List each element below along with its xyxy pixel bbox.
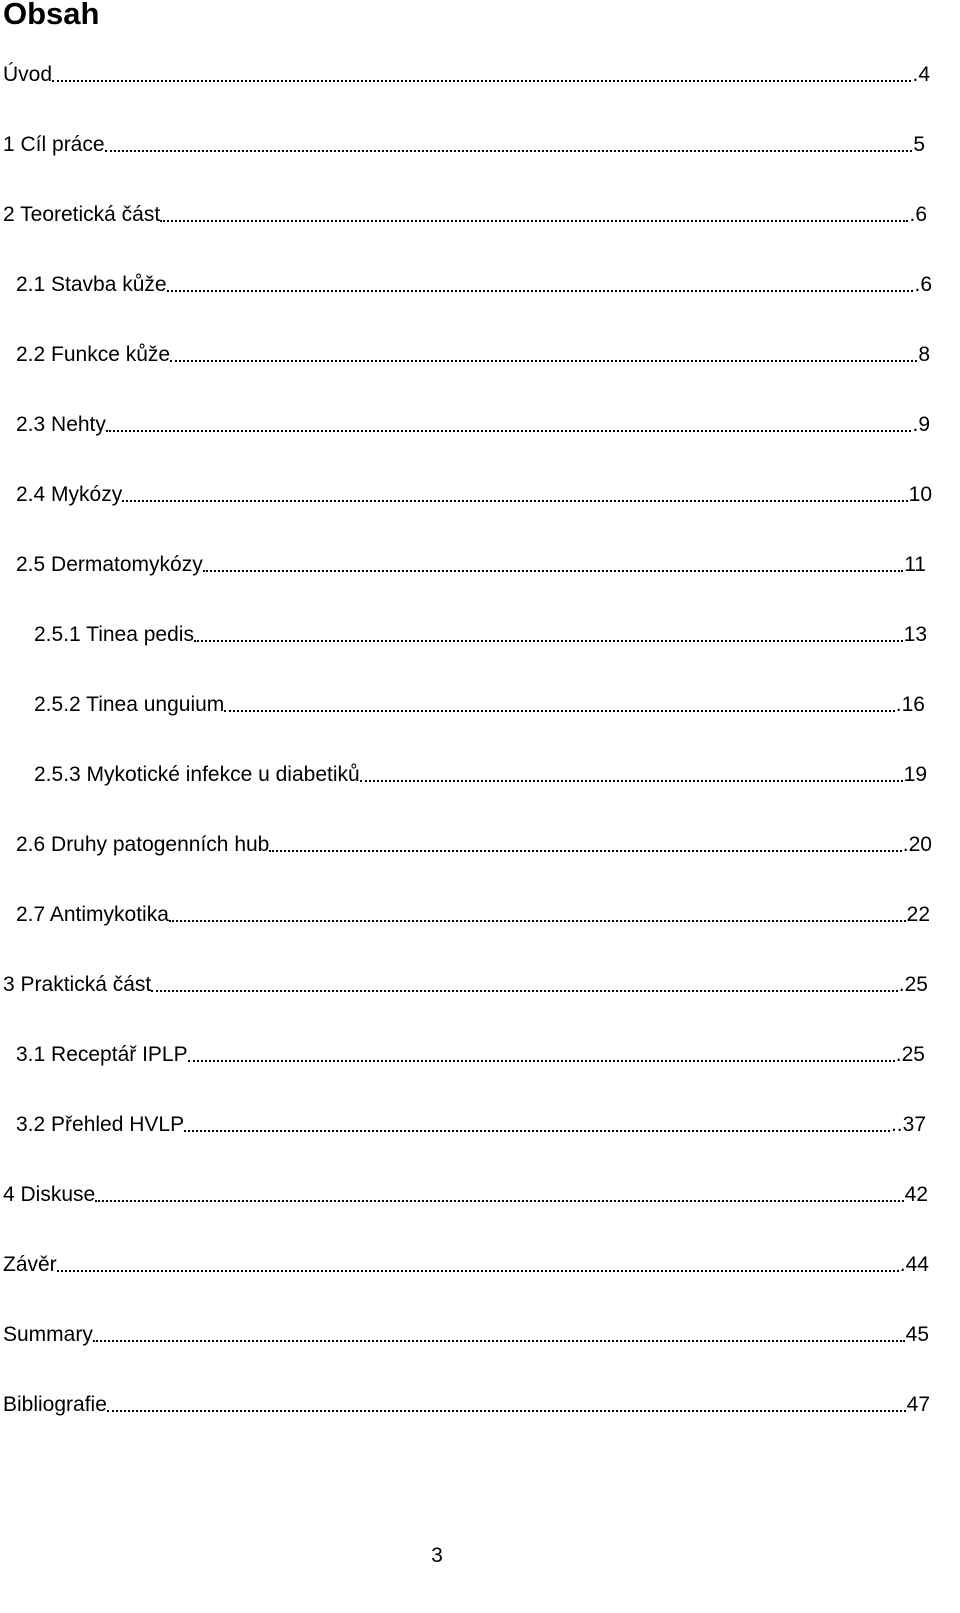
- toc-entry-receptar-iplp[interactable]: [16, 1037, 925, 1067]
- toc-entry-page: 45: [905, 1323, 929, 1346]
- toc-entry-label: 2.1 Stavba kůže: [16, 273, 167, 296]
- dot-leader: [224, 693, 895, 717]
- toc-entry-stavba-kuze[interactable]: [16, 267, 932, 297]
- toc-entry-label: 2.7 Antimykotika: [16, 903, 169, 926]
- toc-entry-page: ..37: [890, 1113, 926, 1136]
- dot-leader: [269, 833, 902, 857]
- toc-entry-dermatomykozy[interactable]: [16, 547, 926, 577]
- toc-entry-label: 2.6 Druhy patogenních hub: [16, 833, 270, 856]
- toc-entry-label: 2.5.1 Tinea pedis: [34, 623, 194, 646]
- dot-leader: [105, 133, 914, 157]
- dot-leader: [188, 1043, 896, 1067]
- dot-leader: [203, 553, 904, 577]
- toc-entry-label: Summary: [3, 1323, 93, 1346]
- toc-entry-diskuse[interactable]: [3, 1177, 928, 1207]
- dot-leader: [106, 413, 913, 437]
- dot-leader: [151, 973, 899, 997]
- dot-leader: [167, 273, 915, 297]
- toc-entry-label: 2.5 Dermatomykózy: [16, 553, 203, 576]
- toc-entry-page: .16: [895, 693, 925, 716]
- toc-entry-label: 3.1 Receptář IPLP: [16, 1043, 188, 1066]
- dot-leader: [169, 903, 907, 927]
- toc-entry-prehled-hvlp[interactable]: [16, 1107, 926, 1137]
- toc-entry-cil-prace[interactable]: [3, 127, 925, 157]
- dot-leader: [184, 1113, 891, 1137]
- toc-entry-label: 2.3 Nehty: [16, 413, 106, 436]
- toc-entry-tinea-pedis[interactable]: [34, 617, 927, 647]
- page-number: 3: [431, 1544, 443, 1567]
- toc-entry-page: 42: [904, 1183, 928, 1206]
- dot-leader: [160, 203, 909, 227]
- dot-leader: [57, 1253, 900, 1277]
- toc-entry-mykoticke-infekce[interactable]: [34, 757, 927, 787]
- toc-entry-label: 4 Diskuse: [3, 1183, 96, 1206]
- toc-entry-page: 19: [903, 763, 927, 786]
- toc-entry-label: 2.5.2 Tinea unguium: [34, 693, 225, 716]
- toc-entry-page: 8: [918, 343, 930, 366]
- toc-entry-label: Bibliografie: [3, 1393, 107, 1416]
- toc-entry-label: 2.2 Funkce kůže: [16, 343, 171, 366]
- toc-entry-page: .6: [914, 273, 932, 296]
- toc-entry-nehty[interactable]: [16, 407, 930, 437]
- toc-entry-label: Úvod: [3, 63, 53, 86]
- dot-leader: [107, 1393, 907, 1417]
- toc-entry-summary[interactable]: [3, 1317, 929, 1347]
- dot-leader: [52, 63, 912, 87]
- toc-entry-page: 47: [906, 1393, 930, 1416]
- toc-entry-label: 3 Praktická část: [3, 973, 152, 996]
- toc-entry-label: 2.5.3 Mykotické infekce u diabetiků: [34, 763, 360, 786]
- toc-entry-prakticka-cast[interactable]: [3, 967, 928, 997]
- toc-entry-page: .9: [912, 413, 930, 436]
- toc-entry-page: 22: [906, 903, 930, 926]
- toc-entry-page: .6: [909, 203, 927, 226]
- toc-entry-bibliografie[interactable]: [3, 1387, 930, 1417]
- dot-leader: [360, 763, 904, 787]
- toc-entry-funkce-kuze[interactable]: [16, 337, 930, 367]
- toc-entry-page: .4: [912, 63, 930, 86]
- toc-entry-teoreticka-cast[interactable]: [3, 197, 927, 227]
- toc-entry-tinea-unguium[interactable]: [34, 687, 925, 717]
- dot-leader: [194, 623, 904, 647]
- toc-entry-page: .44: [899, 1253, 929, 1276]
- dot-leader: [122, 483, 908, 507]
- toc-entry-label: 3.2 Přehled HVLP: [16, 1113, 185, 1136]
- toc-entry-page: .25: [898, 973, 928, 996]
- toc-entry-label: Závěr: [3, 1253, 57, 1276]
- toc-entry-page: 11: [904, 553, 926, 576]
- toc-entry-label: 1 Cíl práce: [3, 133, 105, 156]
- toc-entry-page: 10: [908, 483, 932, 506]
- toc-entry-mykozy[interactable]: [16, 477, 932, 507]
- toc-entry-page: 13: [903, 623, 927, 646]
- toc-entry-page: .20: [902, 833, 932, 856]
- toc-entry-page: .25: [895, 1043, 925, 1066]
- dot-leader: [95, 1183, 904, 1207]
- dot-leader: [170, 343, 918, 367]
- toc-entry-zaver[interactable]: [3, 1247, 929, 1277]
- toc-entry-uvod[interactable]: [3, 57, 930, 87]
- toc-entry-label: 2.4 Mykózy: [16, 483, 123, 506]
- dot-leader: [93, 1323, 906, 1347]
- toc-entry-page: 5: [913, 133, 925, 156]
- toc-entry-label: 2 Teoretická část: [3, 203, 161, 226]
- toc-entry-druhy-patogennich-hub[interactable]: [16, 827, 932, 857]
- toc-entry-antimykotika[interactable]: [16, 897, 930, 927]
- toc-heading: Obsah: [3, 0, 100, 31]
